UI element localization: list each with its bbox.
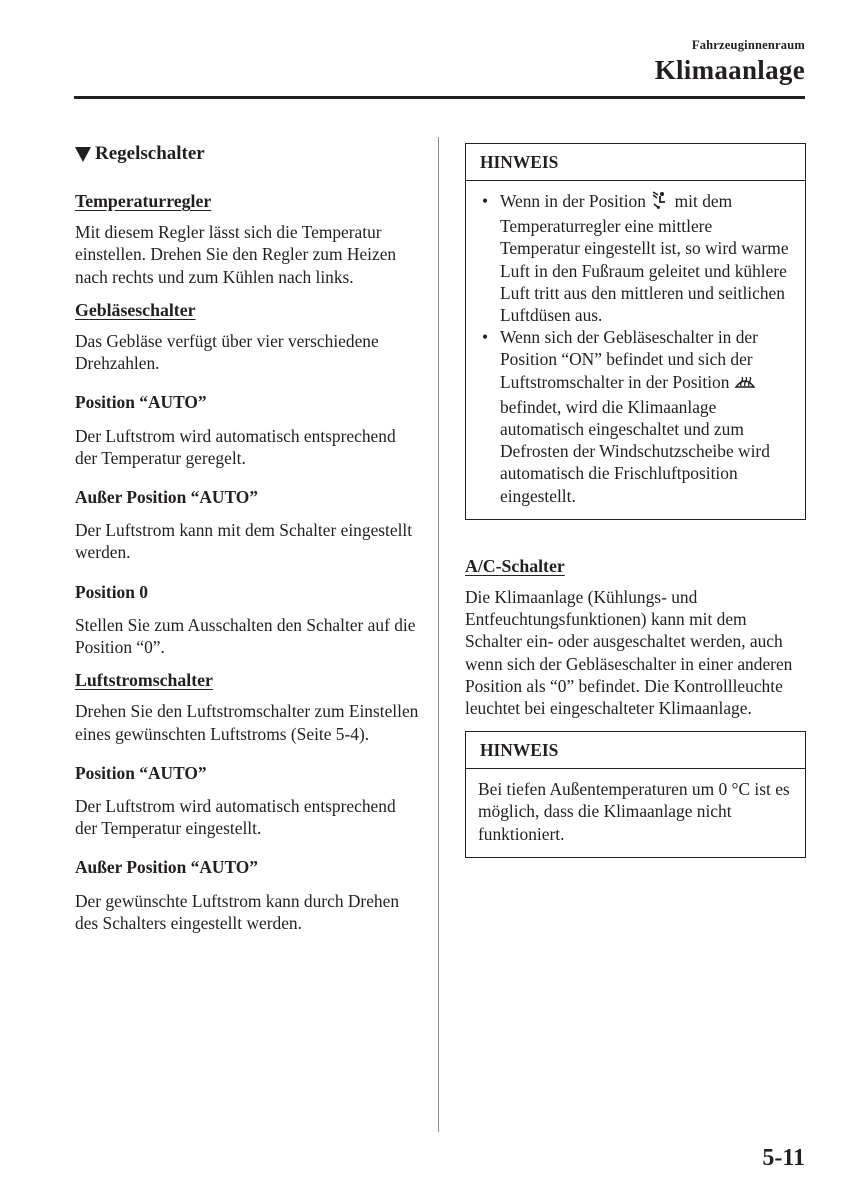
note-box	[465, 143, 806, 520]
airflow-switch-text: Drehen Sie den Luftstromschalter zum Einstellen eines gewünschten Luftstroms (Seite 5-4).	[75, 701, 419, 744]
note-text: Bei tiefen Außentemperaturen um 0 °C ist es möglich, dass die Klimaanlage nicht funktioniert.	[478, 779, 790, 844]
note-bullet-text: Wenn in der Position	[500, 191, 646, 211]
note-bullet	[478, 190, 793, 326]
note-box	[465, 731, 806, 858]
floor-defrost-icon	[650, 190, 670, 215]
note-bullet	[478, 326, 793, 507]
bullet-dot: •	[482, 191, 489, 211]
note-bullet-text: Wenn sich der Gebläseschalter in der Position “ON” befindet und sich der Luftstromschalter in der Position	[500, 327, 758, 392]
fan-auto-title: Position “AUTO”	[75, 392, 207, 413]
page-number: 5-11	[762, 1145, 805, 1171]
airflow-manual-title: Außer Position “AUTO”	[75, 857, 258, 878]
column-divider	[438, 137, 439, 1132]
fan-manual-text: Der Luftstrom kann mit dem Schalter eingestellt werden.	[75, 520, 413, 563]
fan-manual-title: Außer Position “AUTO”	[75, 487, 258, 508]
airflow-manual-text: Der gewünschte Luftstrom kann durch Drehen des Schalters eingestellt werden.	[75, 890, 400, 933]
bullet-dot: •	[482, 327, 489, 348]
note-title: HINWEIS	[466, 732, 805, 769]
note-title: HINWEIS	[466, 144, 805, 181]
ac-switch-title: A/C-Schalter	[465, 555, 565, 576]
ac-switch-text: Die Klimaanlage (Kühlungs- und Entfeuchtungsfunktionen) kann mit dem Schalter ein- oder ausgeschaltet werden, auch wenn sich der Gebläseschalter in einer anderen Position als “0” befindet. Die Kontrollleuchte leuchtet bei eingeschalteter Klimaanlage.	[465, 587, 793, 719]
left-column	[75, 142, 420, 934]
note-bullet-text-cont: mit dem Temperaturregler eine mittlere Temperatur eingestellt ist, so wird warme Luft in den Fußraum geleitet und kühlere Luft tritt aus den mittleren und seitlichen Luftdüsen aus.	[500, 191, 789, 326]
airflow-switch-title: Luftstromschalter	[75, 670, 213, 691]
triangle-marker-icon	[75, 147, 91, 162]
note-bullet-text-cont: befindet, wird die Klimaanlage automatisch eingeschaltet und zum Defrosten der Windschutzscheibe wird automatisch die Frischluftposition eingestellt.	[500, 396, 770, 506]
fan-zero-title: Position 0	[75, 581, 148, 602]
temp-controller-title: Temperaturregler	[75, 191, 212, 211]
airflow-auto-title: Position “AUTO”	[75, 762, 207, 783]
page-title: Klimaanlage	[654, 55, 805, 85]
windshield-defrost-icon	[734, 373, 756, 396]
right-column	[465, 143, 806, 858]
fan-zero-text: Stellen Sie zum Ausschalten den Schalter auf die Position “0”.	[75, 614, 416, 658]
section-heading-text: Regelschalter	[95, 142, 205, 164]
airflow-auto-text: Der Luftstrom wird automatisch entsprechend der Temperatur eingestellt.	[75, 796, 396, 839]
fan-auto-text: Der Luftstrom wird automatisch entsprechend der Temperatur geregelt.	[75, 425, 396, 468]
fan-switch-title: Gebläseschalter	[75, 299, 196, 320]
section-heading	[75, 142, 420, 166]
fan-switch-text: Das Gebläse verfügt über vier verschiedene Drehzahlen.	[75, 331, 379, 374]
chapter-name: Fahrzeuginnenraum	[691, 38, 805, 52]
header-rule	[74, 96, 805, 99]
temp-controller-text: Mit diesem Regler lässt sich die Temperatur einstellen. Drehen Sie den Regler zum Heizen nach rechts und zum Kühlen nach links.	[75, 222, 397, 287]
